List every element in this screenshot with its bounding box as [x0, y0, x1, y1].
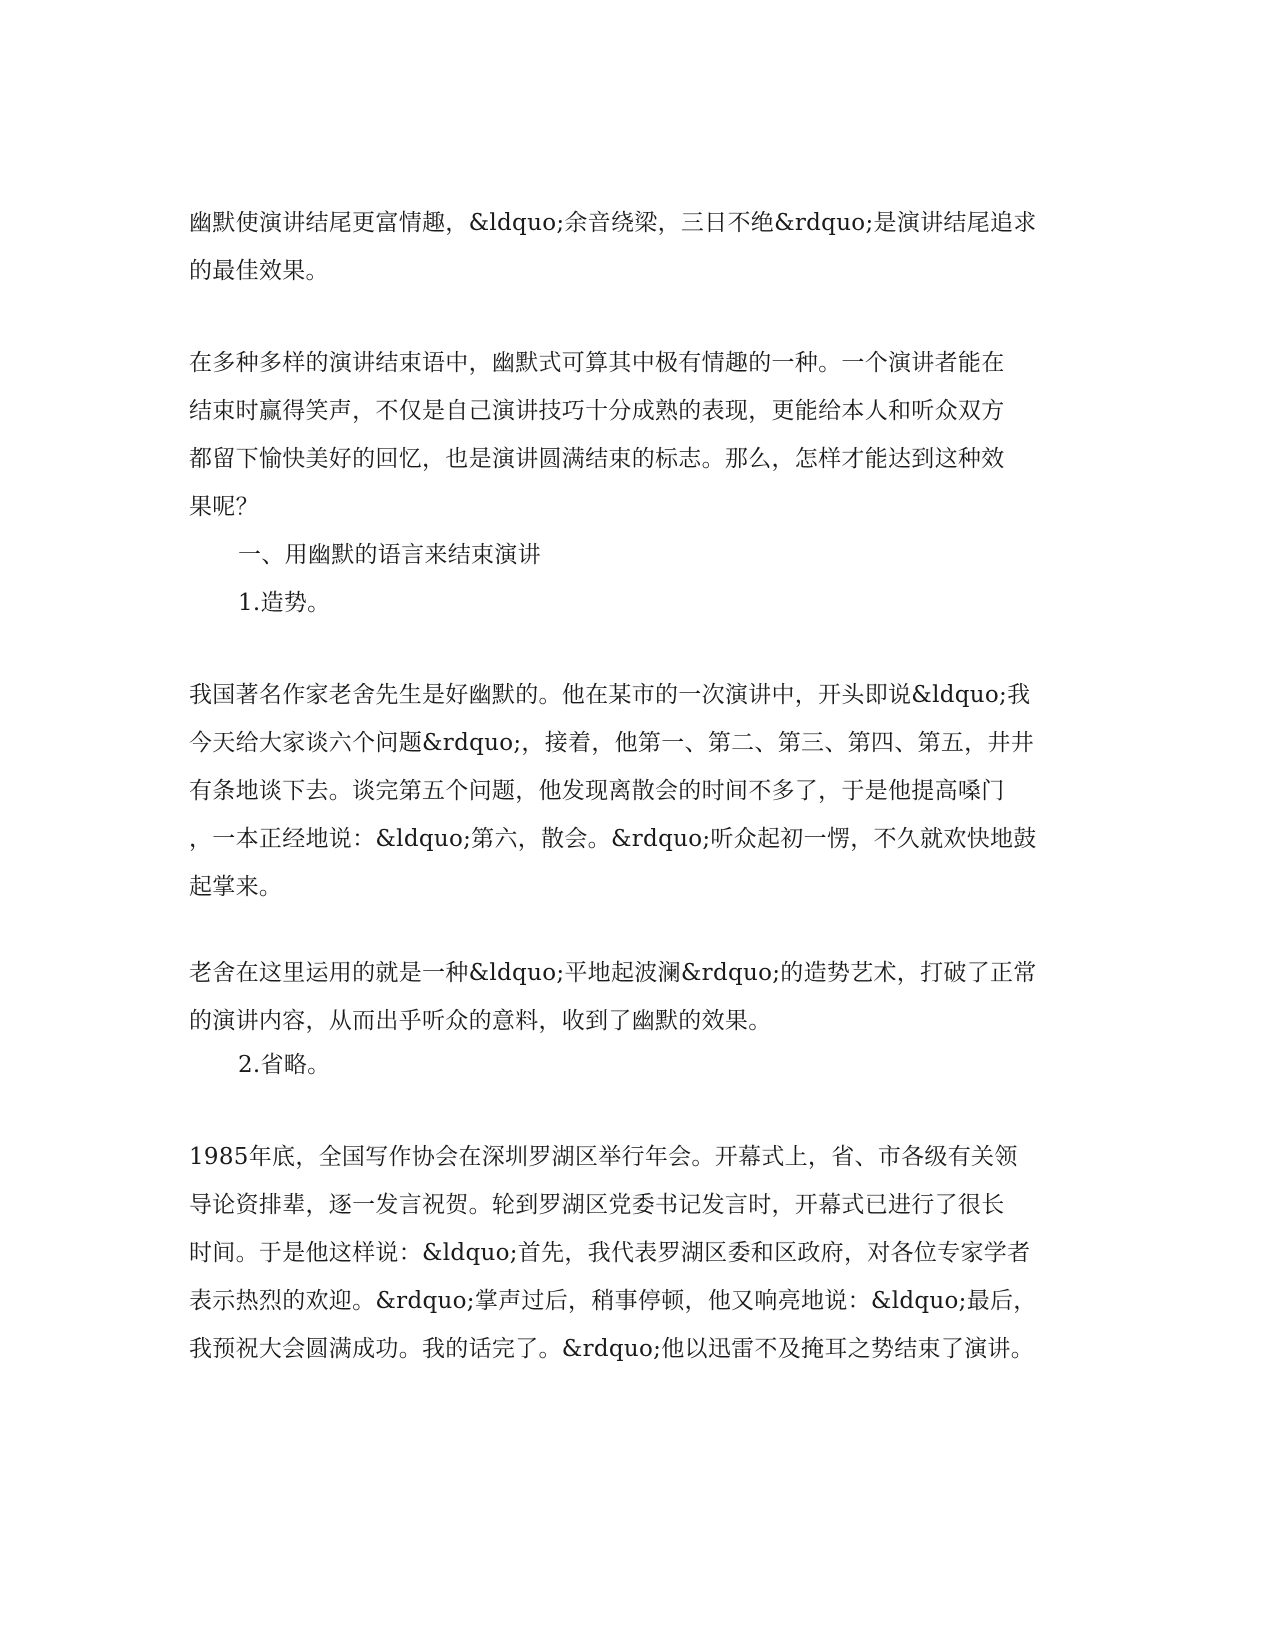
text-line: 果呢？: [189, 494, 259, 520]
subheading-text: 2.省略。: [238, 1052, 331, 1078]
text-line: 都留下愉快美好的回忆，也是演讲圆满结束的标志。那么，怎样才能达到这种效: [189, 446, 1005, 472]
paragraph-intro: [189, 199, 1089, 295]
subheading-shenglue: [189, 1041, 1138, 1089]
heading-text: 一、用幽默的语言来结束演讲: [238, 542, 541, 568]
text-line: 时间。于是他这样说：&ldquo;首先，我代表罗湖区委和区政府，对各位专家学者: [189, 1240, 1031, 1266]
paragraph-laoshe-analysis: [189, 949, 1089, 1045]
text-line: 的最佳效果。: [189, 258, 329, 284]
text-line: 表示热烈的欢迎。&rdquo;掌声过后，稍事停顿，他又响亮地说：&ldquo;最后，: [189, 1288, 1037, 1314]
paragraph-luohu-story: [189, 1133, 1089, 1373]
text-line: ，一本正经地说：&ldquo;第六，散会。&rdquo;听众起初一愣，不久就欢快地鼓: [189, 826, 1037, 852]
text-line: 起掌来。: [189, 874, 283, 900]
text-line: 幽默使演讲结尾更富情趣，&ldquo;余音绕梁，三日不绝&rdquo;是演讲结尾追求: [189, 210, 1037, 236]
subheading-text: 1.造势。: [238, 590, 331, 616]
subheading-zaoshi: [189, 579, 1138, 627]
text-line: 结束时赢得笑声，不仅是自己演讲技巧十分成熟的表现，更能给本人和听众双方: [189, 398, 1005, 424]
text-line: 1985年底，全国写作协会在深圳罗湖区举行年会。开幕式上，省、市各级有关领: [189, 1144, 1018, 1170]
text-line: 的演讲内容，从而出乎听众的意料，收到了幽默的效果。: [189, 1008, 772, 1034]
text-line: 在多种多样的演讲结束语中，幽默式可算其中极有情趣的一种。一个演讲者能在: [189, 350, 1005, 376]
text-line: 今天给大家谈六个问题&rdquo;，接着，他第一、第二、第三、第四、第五，井井: [189, 730, 1035, 756]
text-line: 导论资排辈，逐一发言祝贺。轮到罗湖区党委书记发言时，开幕式已进行了很长: [189, 1192, 1005, 1218]
text-line: 我预祝大会圆满成功。我的话完了。&rdquo;他以迅雷不及掩耳之势结束了演讲。: [189, 1336, 1035, 1362]
text-line: 有条地谈下去。谈完第五个问题，他发现离散会的时间不多了，于是他提高嗓门: [189, 778, 1005, 804]
text-line: 我国著名作家老舍先生是好幽默的。他在某市的一次演讲中，开头即说&ldquo;我: [189, 682, 1031, 708]
section-heading-one: [189, 531, 1138, 579]
paragraph-overview: [189, 339, 1089, 531]
text-line: 老舍在这里运用的就是一种&ldquo;平地起波澜&rdquo;的造势艺术，打破了正常: [189, 960, 1037, 986]
paragraph-laoshe-story: [189, 671, 1089, 911]
